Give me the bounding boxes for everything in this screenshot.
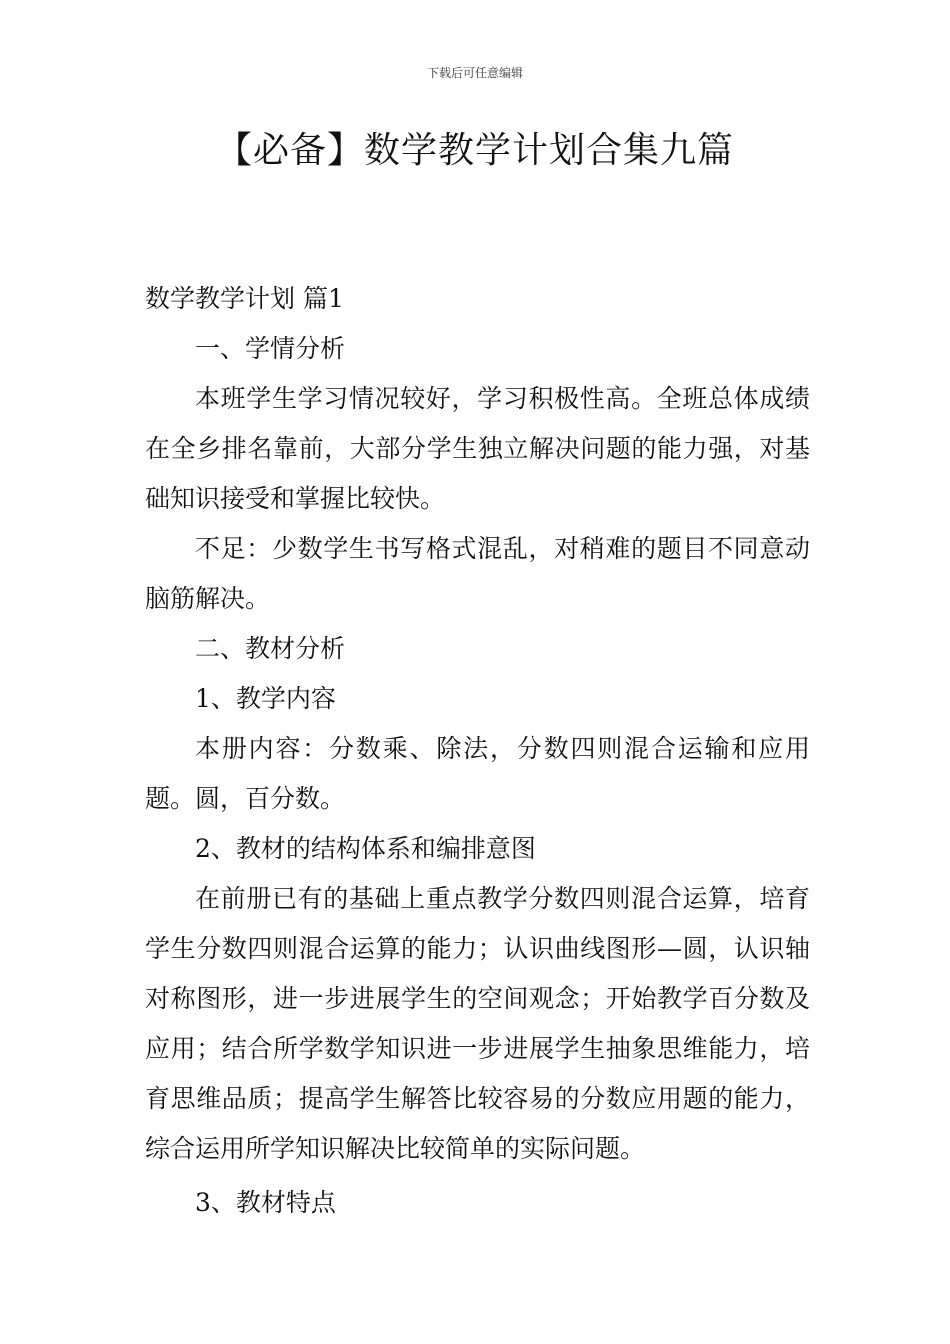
paragraph-subheading: 3、教材特点: [195, 1188, 336, 1217]
paragraph-section-heading: 二、教材分析: [195, 634, 346, 663]
paragraph: 本班学生学习情况较好，学习积极性高。全班总体成绩在全乡排名靠前，大部分学生独立解决问题的能力强，对基础知识接受和掌握比较快。: [145, 384, 810, 513]
article-body: [145, 274, 810, 1228]
paragraph: 在前册已有的基础上重点教学分数四则混合运算，培育学生分数四则混合运算的能力；认识曲线图形—圆，认识轴对称图形，进一步进展学生的空间观念；开始教学百分数及应用；结合所学数学知识进一步进展学生抽象思维能力，培育思维品质；提高学生解答比较容易的分数应用题的能力，综合运用所学知识解决比较简单的实际问题。: [145, 884, 810, 1163]
paragraph-subheading: 1、教学内容: [195, 684, 336, 713]
paragraph: 不足：少数学生书写格式混乱，对稍难的题目不同意动脑筋解决。: [145, 534, 810, 613]
header-note: 下载后可任意编辑: [426, 66, 523, 80]
paragraph-subheading: 2、教材的结构体系和编排意图: [195, 834, 536, 863]
document-title: 【必备】数学教学计划合集九篇: [215, 130, 734, 171]
paragraph-section-heading: 一、学情分析: [195, 334, 346, 363]
article-heading: 数学教学计划 篇1: [145, 284, 344, 313]
paragraph: 本册内容：分数乘、除法，分数四则混合运输和应用题。圆，百分数。: [145, 734, 810, 813]
